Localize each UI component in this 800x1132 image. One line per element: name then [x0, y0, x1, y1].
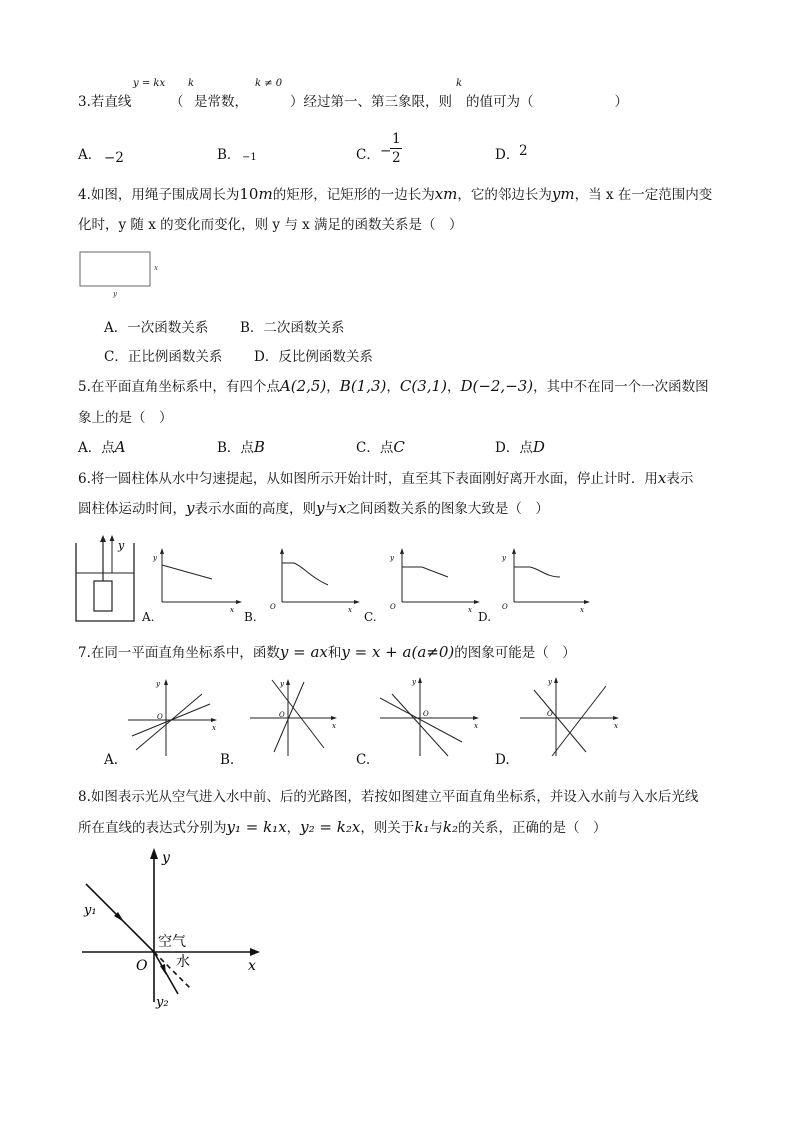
- q6-var-x: x: [657, 469, 667, 487]
- q4-rectangle: [80, 252, 150, 286]
- q4-option-a[interactable]: A．一次函数关系: [104, 320, 209, 336]
- q6-var-y: y: [186, 499, 195, 517]
- q6-graph-a-y-label: y: [153, 554, 157, 562]
- q3-equation: y = kx: [133, 78, 166, 89]
- q3-const: 是常数，: [194, 94, 248, 110]
- q8-fig-y-label: y: [162, 850, 170, 866]
- q4-line-1: [78, 183, 712, 203]
- q4-text-d: 的矩形，记矩形的一边长为: [272, 187, 435, 203]
- q7-graph-a-x-arrow-icon: [211, 718, 217, 722]
- q6-graph-c-y-arrow-icon: [400, 548, 404, 554]
- q5-option-d-label: D．点: [495, 440, 533, 456]
- q3-option-b-label[interactable]: B．: [217, 147, 241, 163]
- q4-option-c[interactable]: C．正比例函数关系: [104, 349, 223, 365]
- q6-graph-c-x-label: x: [468, 606, 472, 614]
- q6-graph-b-x-label: x: [348, 606, 352, 614]
- q6-graph-c-y-label: y: [390, 554, 394, 562]
- q6-graph-d-y-arrow-icon: [512, 548, 516, 554]
- q3-stem: 3.若直线: [78, 94, 132, 110]
- q4-rectangle-figure: [76, 248, 166, 298]
- q8-light-path-figure: [74, 842, 274, 1012]
- q7-graph-b-y-arrow-icon: [286, 679, 290, 685]
- q6-label-c[interactable]: C.: [364, 610, 377, 624]
- q8-fig-y2-label: y₂: [156, 995, 169, 1010]
- q6-height-arrow-icon: [110, 535, 115, 541]
- q4-ym: ym: [551, 185, 575, 203]
- q8-fig-water-label: 水: [176, 954, 190, 970]
- q3-stem-cont: ）经过第一、第三象限，则: [290, 94, 452, 110]
- q7-graph-c-x-label: x: [474, 722, 478, 730]
- q8-refracted-arrow-icon: [160, 964, 166, 975]
- q5-text: 5.在平面直角坐标系中，有四个点: [78, 379, 280, 395]
- q5-option-a[interactable]: [78, 436, 126, 456]
- q8-separator: ，: [286, 820, 301, 836]
- q6-label-a[interactable]: A.: [142, 610, 155, 624]
- q3-tail: 的值可为（ ）: [466, 94, 628, 110]
- q4-text-a: 4.如图，用绳子围成周长为: [78, 187, 240, 203]
- q6-graph-d-y-label: y: [502, 554, 506, 562]
- q4-unit: m: [258, 185, 273, 203]
- q7-graph-a-y-label: y: [156, 680, 160, 688]
- q5-line-1: 5.在平面直角坐标系中，有四个点A(2,5)，B(1,3)，C(3,1)，D(−2,−3)，其中不在同一个一次函数图: [78, 377, 709, 395]
- q7-graph-c-x-arrow-icon: [473, 716, 479, 720]
- q5-option-c-label: C．点: [356, 440, 394, 456]
- q6-graph-a-curve: [162, 565, 212, 579]
- q3-option-c-sign: −: [380, 143, 392, 159]
- q3-k-2: k: [456, 78, 463, 89]
- q3-fraction-bar: [390, 148, 402, 149]
- q5-point-c: C(3,1): [399, 377, 447, 395]
- q8-equation-2: y₂ = k₂x: [300, 818, 361, 836]
- q7-text-b: 的图象可能是（ ）: [454, 645, 576, 661]
- q5-point-b: B(1,3): [339, 377, 387, 395]
- q7-graph-c-origin: O: [423, 710, 429, 718]
- q8-x-arrow-icon: [250, 948, 260, 956]
- q6-line-2: [78, 497, 549, 517]
- q3-option-a-value: −2: [104, 150, 124, 166]
- q4-fig-y-label: y: [113, 290, 117, 298]
- q5-option-d-value: D: [532, 438, 545, 456]
- q5-option-c[interactable]: [356, 436, 405, 456]
- q7-graph-d-y-arrow-icon: [554, 677, 558, 683]
- q6-graph-d-origin: O: [502, 603, 508, 611]
- q3-option-b-value: −1: [242, 152, 257, 163]
- q7-graph-d-x-arrow-icon: [613, 716, 619, 720]
- q7-graph-a-line-1: [136, 694, 202, 750]
- q7-label-a[interactable]: A.: [104, 752, 119, 768]
- q4-text-h: ，当 x 在一定范围内变: [574, 187, 713, 203]
- q6-graph-b-x-arrow-icon: [354, 600, 360, 604]
- q6-graph-b-y-arrow-icon: [280, 548, 284, 554]
- q8-y-arrow-icon: [150, 848, 158, 859]
- q6-beaker: [76, 543, 134, 621]
- q7-graph-c[interactable]: [376, 672, 486, 760]
- q8-fig-x-label: x: [248, 958, 256, 974]
- q6-graph-a-y-arrow-icon: [160, 548, 164, 554]
- q5-point-a: A(2,5): [279, 377, 327, 395]
- q6-text-e: 与: [324, 501, 338, 517]
- q8-fig-air-label: 空气: [158, 934, 186, 950]
- q7-graph-a-y-arrow-icon: [164, 679, 168, 685]
- q3-option-c-numerator: 1: [392, 131, 401, 147]
- q6-graph-d-x-label: x: [580, 606, 584, 614]
- q8-text-b: ，则关于: [360, 820, 415, 836]
- q8-equation-1: y₁ = k₁x: [226, 818, 287, 836]
- q5-option-b[interactable]: [217, 436, 265, 456]
- q6-text-c: 圆柱体运动时间，: [78, 501, 186, 517]
- q6-var-x-2: x: [337, 499, 347, 517]
- q6-cylinder: [94, 581, 112, 611]
- q5-option-c-value: C: [393, 438, 405, 456]
- q8-k1: k₁: [414, 818, 430, 836]
- q3-option-d-label[interactable]: D．: [495, 147, 520, 163]
- q8-fig-origin: O: [136, 958, 148, 974]
- q6-fig-y-label: y: [118, 539, 125, 552]
- q5-option-d[interactable]: [495, 436, 545, 456]
- q7-graph-a-origin: O: [157, 713, 163, 721]
- q7-graph-d-origin: O: [547, 710, 553, 718]
- q7-graph-b-y-label: y: [280, 680, 284, 688]
- q6-text-b: 表示: [666, 471, 694, 487]
- q6-text-a: 6.将一圆柱体从水中匀速提起，从如图所示开始计时，直至其下表面刚好离开水面，停止计时．用: [78, 471, 658, 487]
- q5-text-tail: ，其中不在同一个一次函数图: [533, 379, 709, 395]
- q6-graph-c[interactable]: [388, 545, 483, 615]
- q3-paren-open: （: [170, 94, 184, 110]
- q7-graph-b[interactable]: [244, 672, 344, 760]
- q7-equation-2: y = x + a(a≠0): [341, 643, 455, 661]
- q7-label-c[interactable]: C.: [356, 752, 371, 768]
- q8-line-2: [78, 816, 607, 836]
- q7-label-d[interactable]: D.: [495, 752, 510, 768]
- q7-graph-a[interactable]: [122, 672, 222, 760]
- q6-graph-d-curve: [514, 567, 560, 577]
- q7-text-a: 7.在同一平面直角坐标系中，函数: [78, 645, 280, 661]
- q3-option-a-label[interactable]: A．: [78, 147, 102, 163]
- q6-graph-b[interactable]: [268, 545, 363, 615]
- q6-beaker-figure: [74, 535, 144, 625]
- q7-graph-a-x-label: x: [212, 724, 216, 732]
- q5-option-b-label: B．点: [217, 440, 254, 456]
- q4-text-f: ，它的邻边长为: [457, 187, 552, 203]
- q8-k2: k₂: [442, 818, 459, 836]
- q6-graph-b-origin: O: [270, 603, 276, 611]
- q5-option-b-value: B: [253, 438, 265, 456]
- q6-line-1: [78, 467, 693, 487]
- q3-option-d-value: 2: [519, 143, 528, 159]
- q5-line-2: 象上的是（ ）: [78, 410, 173, 426]
- q6-label-d[interactable]: D.: [478, 610, 492, 624]
- q4-fig-x-label: x: [154, 264, 158, 272]
- q3-condition: k ≠ 0: [255, 78, 283, 89]
- q6-graph-c-x-arrow-icon: [474, 600, 480, 604]
- q6-lift-arrow-icon: [100, 535, 106, 542]
- q4-line-2: 化时，y 随 x 的变化而变化，则 y 与 x 满足的函数关系是（ ）: [78, 217, 463, 233]
- q7-graph-d-x-label: x: [614, 722, 618, 730]
- q6-var-y-2: y: [315, 499, 325, 517]
- q7-line-1: [78, 641, 576, 661]
- q6-graph-a-x-arrow-icon: [236, 600, 242, 604]
- q3-k: k: [188, 78, 195, 89]
- q6-graph-a-x-label: x: [230, 606, 234, 614]
- q4-xm: xm: [434, 185, 458, 203]
- q7-graph-c-y-arrow-icon: [418, 677, 422, 683]
- q8-text-c: 的关系，正确的是（ ）: [458, 820, 607, 836]
- q6-text-f: 之间函数关系的图象大致是（ ）: [346, 501, 549, 517]
- q7-graph-c-y-label: y: [412, 678, 416, 686]
- q6-graph-c-curve: [402, 567, 448, 577]
- q5-option-a-label: A．点: [78, 440, 115, 456]
- q8-line-1: 8.如图表示光从空气进入水中前、后的光路图，若按如图建立平面直角坐标系，并设入水前与入水后光线: [78, 789, 699, 805]
- q7-equation-1: y = ax: [279, 643, 328, 661]
- q6-graph-c-origin: O: [390, 603, 396, 611]
- q8-fig-y1-label: y₁: [84, 903, 97, 918]
- q7-graph-d-y-label: y: [548, 678, 552, 686]
- q6-text-d: 表示水面的高度，则: [194, 501, 316, 517]
- q7-graph-b-x-label: x: [332, 722, 336, 730]
- q6-graph-d-x-arrow-icon: [584, 600, 590, 604]
- q3-option-c-denominator: 2: [392, 150, 401, 166]
- q4-option-d[interactable]: D．反比例函数关系: [254, 349, 373, 365]
- q7-label-b[interactable]: B.: [220, 752, 235, 768]
- q8-text-a: 所在直线的表达式分别为: [78, 820, 227, 836]
- q7-graph-c-line-1: [380, 698, 462, 742]
- q4-perimeter: 10: [239, 185, 259, 203]
- q7-graph-b-origin: O: [279, 711, 285, 719]
- q7-graph-b-x-arrow-icon: [331, 716, 337, 720]
- q5-option-a-value: A: [114, 438, 126, 456]
- q6-label-b[interactable]: B.: [244, 610, 257, 624]
- q5-point-d: D(−2,−3): [460, 377, 534, 395]
- q6-graph-b-curve: [282, 563, 328, 585]
- q6-graph-a[interactable]: [150, 545, 245, 615]
- q7-graph-d[interactable]: [516, 672, 626, 760]
- q4-option-b[interactable]: B．二次函数关系: [240, 320, 345, 336]
- q3-option-c-label[interactable]: C．: [356, 147, 380, 163]
- q7-text-and: 和: [327, 645, 342, 661]
- q7-graph-d-line-1: [534, 690, 586, 752]
- q8-text-with: 与: [429, 820, 443, 836]
- q6-graph-d[interactable]: [500, 545, 595, 615]
